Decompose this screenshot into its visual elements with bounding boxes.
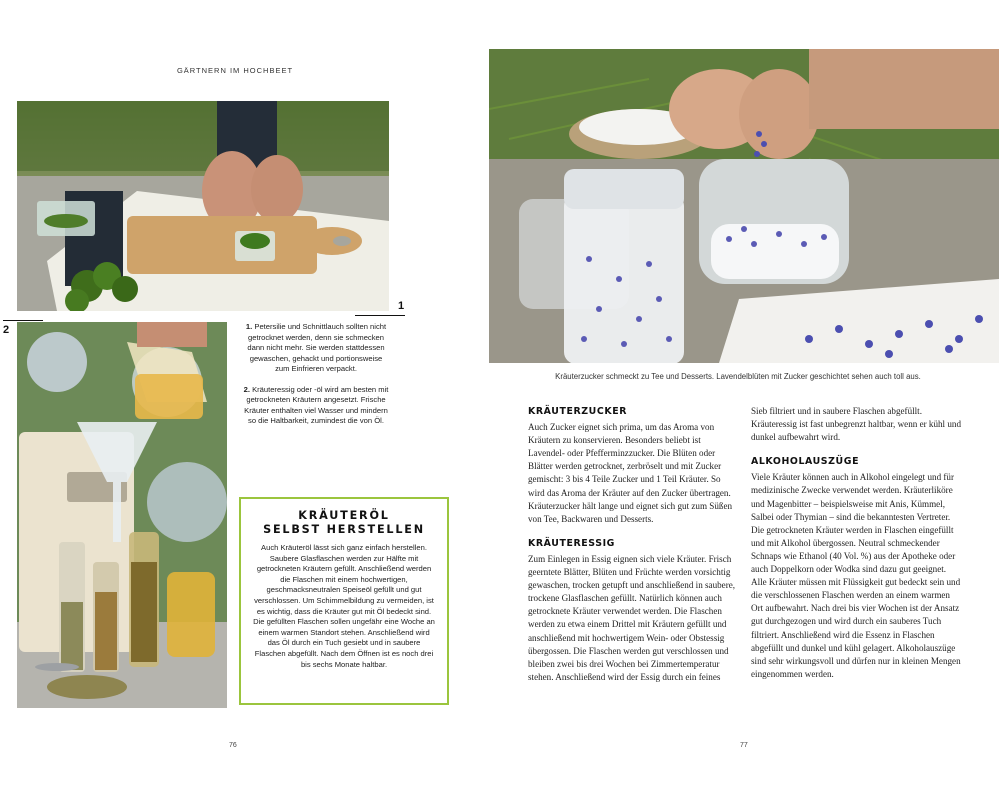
body-alkoholauszuege: Viele Kräuter können auch in Alkohol eingelegt und für medizinische Zwecke verwendet werden. Kräuterliköre und Magenbitter – beispielsweise mit Anis, Kümmel, Salbei oder Thymian – sind die bekanntesten Vertreter. Die getrockneten Kräuter werden in Flaschen eingefüllt und mit Alkohol übergossen. Neutral schmeckender Schnaps wie Ethanol (40 Vol. %) aus der Apotheke oder auch Doppelkorn oder Wodka sind dazu gut geeignet. Alle Kräuter müssen mit Flüssigkeit gut bedeckt sein und die verschlossenen Flaschen werden an einem warmen Ort aufbewahrt. Nach drei bis vier Wochen ist der Ansatz gut durchgezogen und wird durch ein sauberes Tuch filtriert. Anschließend wird die Essenz in Flaschen abgefüllt und dunkel und kühl gelagert. Alkoholauszüge sind sehr wirkungsvoll und dürfen nur in kleinen Mengen eingenommen werden. xyxy=(751,472,961,679)
running-head: GÄRTNERN IM HOCHBEET xyxy=(176,66,294,75)
body-kraeuteressig-continued: Sieb filtriert und in saubere Flaschen abgefüllt. Kräuteressig ist fast unbegrenzt haltbar, wenn er kühl und dunkel aufbewahrt wird. xyxy=(751,406,961,443)
body-kraeuterzucker: Auch Zucker eignet sich prima, um das Aroma von Kräutern zu konservieren. Besonders beliebt ist Lavendel- oder Pfefferminzzucker. Die Blüten oder Blätter werden getrocknet, zerbröselt und mit Zucker gemischt: 3 bis 4 Teile Zucker und 1 Teil Kräuter. So wird das Aroma der Kräuter auf den Zucker übertragen. Kräuterzucker hält lange und eignet sich gut zum Süßen von Tee, Backwaren und Desserts. xyxy=(528,422,733,524)
photo-caption-right: Kräuterzucker schmeckt zu Tee und Desserts. Lavendelblüten mit Zucker geschichtet sehen auch toll aus. xyxy=(555,372,921,381)
heading-alkoholauszuege: ALKOHOLAUSZÜGE xyxy=(751,456,860,468)
text-column-1 xyxy=(528,405,738,695)
photo-pouring-oil xyxy=(17,322,227,708)
box-title xyxy=(253,509,435,537)
photo-lavender-sugar xyxy=(489,49,999,363)
captions-left xyxy=(242,322,390,437)
caption-2 xyxy=(242,385,390,427)
heading-kraeuterzucker: KRÄUTERZUCKER xyxy=(528,406,628,417)
page-number-left: 76 xyxy=(229,742,237,749)
caption-1-text: Petersilie und Schnittlauch sollten nicht getrocknet werden, denn sie schmecken dann nicht mehr. Sie werden stattdessen gewaschen, gehackt und portionsweise zum Einfrieren verpackt. xyxy=(247,322,387,373)
box-body: Auch Kräuteröl lässt sich ganz einfach herstellen. Saubere Glasflaschen werden zur Hälfte mit getrockneten Kräutern gefüllt. Anschließend werden die Flaschen mit einem hochwertigen, geschmacksneutralen Speiseöl gefüllt und gut verschlossen. Um Schimmelbildung zu vermeiden, ist es wichtig, dass die Kräuter gut mit Öl bedeckt sind. Die gefüllten Flaschen sollen ungefähr eine Woche an einem warmen Standort stehen. Anschließend wird das Öl durch ein Tuch gesiebt und in saubere Flaschen abgefüllt. Nach dem Öffnen ist es noch drei bis sechs Monate haltbar. xyxy=(253,543,435,669)
box-title-line1: KRÄUTERÖL xyxy=(298,509,390,522)
figure-number-2: 2 xyxy=(3,324,10,336)
caption-1-number: 1. xyxy=(245,322,253,331)
body-kraeuteressig: Zum Einlegen in Essig eignen sich viele Kräuter. Frisch geerntete Blätter, Blüten und Früchte werden vorsichtig gewaschen, trocken getupft und anschließend in saubere, trockene Glasflaschen gefüllt. Natürlich können auch getrocknete Kräuter verwendet werden. Die Flaschen werden zu etwa einem Drittel mit Kräutern gefüllt und anschließend mit hochwertigem Wein- oder Obstessig übergossen. Die Flaschen werden gut verschlossen und bleiben zwei bis drei Wochen bei Zimmertemperatur stehen. Anschließend wird der Essig durch ein feines xyxy=(528,553,736,682)
photo-chopping-herbs xyxy=(17,101,389,311)
caption-2-text: Kräuteressig oder -öl wird am besten mit getrockneten Kräutern angesetzt. Frische Kräuter enthalten viel Wasser und mindern so die Haltbarkeit, zumindest die von Öl. xyxy=(244,384,389,425)
heading-kraeuteressig: KRÄUTERESSIG xyxy=(528,537,615,549)
box-title-line2: SELBST HERSTELLEN xyxy=(263,523,425,536)
figure-rule-1 xyxy=(355,315,405,316)
text-column-2 xyxy=(751,405,961,692)
figure-rule-2 xyxy=(3,320,43,321)
page-number-right: 77 xyxy=(740,742,748,749)
caption-2-number: 2. xyxy=(243,384,250,394)
info-box-kraeuteroel xyxy=(239,497,449,705)
caption-1 xyxy=(242,322,390,375)
figure-number-1: 1 xyxy=(398,300,405,312)
